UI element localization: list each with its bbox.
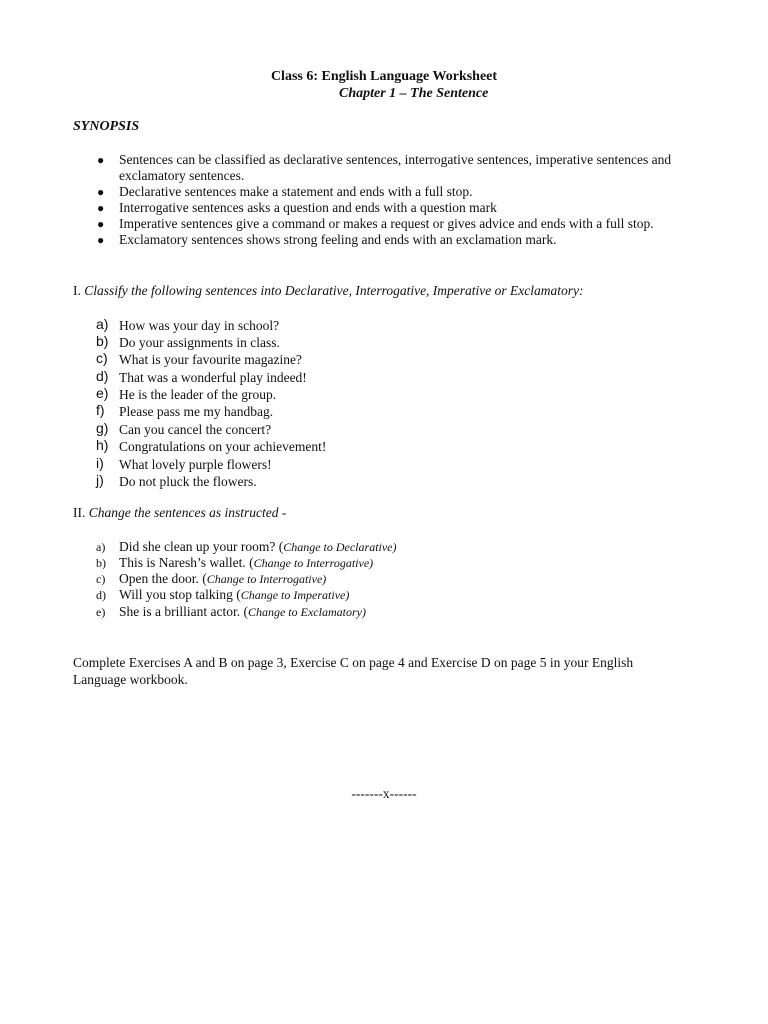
item-text: Congratulations on your achievement! bbox=[119, 439, 327, 454]
item-text bbox=[119, 586, 349, 604]
item-instruction: Change to Exclamatory) bbox=[247, 605, 366, 619]
synopsis-bullet-text: Declarative sentences make a statement and ends with a full stop. bbox=[119, 184, 473, 199]
item-marker: d) bbox=[96, 588, 106, 602]
item-marker: f) bbox=[96, 402, 105, 418]
item-marker: a) bbox=[96, 316, 109, 332]
bullet-icon: ● bbox=[97, 153, 105, 167]
section-two-heading bbox=[73, 505, 286, 521]
item-marker: d) bbox=[96, 368, 109, 384]
item-text: That was a wonderful play indeed! bbox=[119, 370, 307, 385]
item-sentence: This is Naresh’s wallet. ( bbox=[119, 555, 254, 570]
item-marker: a) bbox=[96, 540, 106, 554]
item-text: He is the leader of the group. bbox=[119, 387, 277, 402]
item-marker: i) bbox=[96, 455, 104, 471]
synopsis-bullet-text: Exclamatory sentences shows strong feeling and ends with an exclamation mark. bbox=[119, 232, 557, 247]
bullet-icon: ● bbox=[97, 217, 105, 231]
item-marker: e) bbox=[96, 605, 106, 619]
item-text: What is your favourite magazine? bbox=[119, 352, 302, 367]
synopsis-heading: SYNOPSIS bbox=[73, 119, 140, 134]
item-marker: h) bbox=[96, 437, 109, 453]
item-marker: b) bbox=[96, 333, 109, 349]
item-text: Do not pluck the flowers. bbox=[119, 474, 257, 489]
item-sentence: Open the door. ( bbox=[119, 571, 207, 586]
item-text bbox=[119, 603, 366, 621]
item-marker: g) bbox=[96, 420, 109, 436]
synopsis-bullet-text: Imperative sentences give a command or makes a request or gives advice and ends with a full stop. bbox=[119, 216, 654, 231]
worksheet-title: Class 6: English Language Worksheet bbox=[270, 69, 498, 84]
item-text: How was your day in school? bbox=[119, 318, 280, 333]
section-one-instruction: Classify the following sentences into Declarative, Interrogative, Imperative or Exclamatory: bbox=[84, 283, 584, 298]
section-one-numeral: I. bbox=[73, 283, 81, 298]
item-text: Can you cancel the concert? bbox=[119, 422, 272, 437]
synopsis-bullet-text: Interrogative sentences asks a question and ends with a question mark bbox=[119, 200, 497, 215]
item-marker: b) bbox=[96, 556, 106, 570]
end-mark: -------x------ bbox=[351, 786, 417, 801]
section-two-numeral: II. bbox=[73, 505, 86, 520]
item-sentence: Did she clean up your room? ( bbox=[119, 539, 284, 554]
synopsis-bullet-text: Sentences can be classified as declarative sentences, interrogative sentences, imperative sentences and exclamatory sentences. bbox=[119, 152, 672, 183]
item-marker: c) bbox=[96, 350, 108, 366]
item-instruction: Change to Interrogative) bbox=[206, 572, 327, 586]
item-text: Please pass me my handbag. bbox=[119, 404, 274, 419]
section-two-instruction: Change the sentences as instructed - bbox=[88, 505, 287, 520]
bullet-icon: ● bbox=[97, 201, 105, 215]
item-text: What lovely purple flowers! bbox=[119, 457, 272, 472]
workbook-instruction: Complete Exercises A and B on page 3, Exercise C on page 4 and Exercise D on page 5 in your English Language workbook. bbox=[73, 655, 634, 687]
item-marker: c) bbox=[96, 572, 106, 586]
item-sentence: Will you stop talking ( bbox=[119, 587, 241, 602]
bullet-icon: ● bbox=[97, 185, 105, 199]
item-marker: j) bbox=[96, 472, 104, 488]
item-marker: e) bbox=[96, 385, 109, 401]
item-instruction: Change to Imperative) bbox=[240, 588, 350, 602]
bullet-icon: ● bbox=[97, 233, 105, 247]
item-instruction: Change to Declarative) bbox=[283, 540, 397, 554]
chapter-subtitle: Chapter 1 – The Sentence bbox=[339, 86, 489, 101]
item-sentence: She is a brilliant actor. ( bbox=[119, 604, 248, 619]
item-text: Do your assignments in class. bbox=[119, 335, 280, 350]
section-one-heading bbox=[73, 283, 584, 299]
item-instruction: Change to Interrogative) bbox=[253, 556, 374, 570]
